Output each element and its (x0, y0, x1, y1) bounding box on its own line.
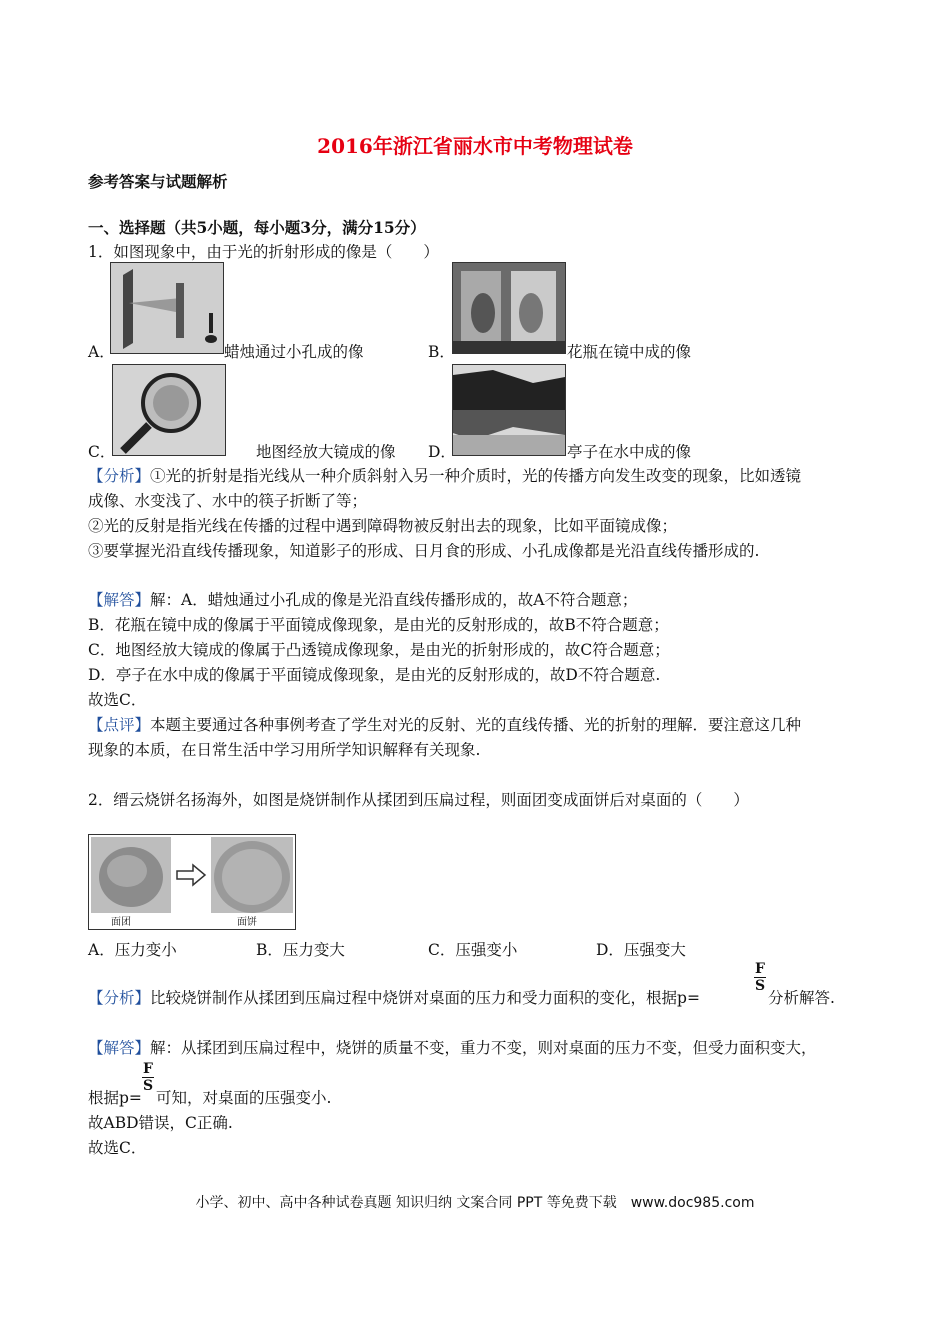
q2-analysis-end: 分析解答. (768, 989, 835, 1007)
analysis-tag: 【分析】 (88, 467, 151, 485)
q1-answer-line4: D．亭子在水中成的像属于平面镜成像现象，是由光的反射形成的，故D不符合题意. (88, 666, 661, 684)
q1-option-b-image (452, 262, 566, 354)
fraction-denominator: S (754, 978, 766, 994)
q2-answer-formula-pre: 根据p= (88, 1089, 142, 1107)
q1-analysis-line2: ②光的反射是指光线在传播的过程中遇到障碍物被反射出去的现象，比如平面镜成像； (88, 517, 678, 535)
q2-answer-formula-fraction (142, 1062, 154, 1093)
fraction-denominator: S (142, 1078, 154, 1094)
q1-option-d-text: 亭子在水中成的像 (567, 443, 692, 461)
q2-option-a: A．压力变小 (88, 941, 177, 959)
q1-option-c-letter: C． (88, 443, 116, 461)
q2-answer-formula-post: 可知，对桌面的压强变小. (156, 1089, 332, 1107)
q2-option-c: C．压强变小 (428, 941, 518, 959)
fraction-numerator: F (143, 1061, 153, 1077)
q2-figure-label-left: 面团 (111, 917, 131, 928)
q2-option-b: B．压力变大 (256, 941, 345, 959)
q1-comment-line1 (88, 715, 801, 735)
answer-tag: 【解答】 (88, 1039, 151, 1057)
q1-analysis-line1 (88, 466, 801, 486)
q2-analysis-formula-fraction (754, 962, 766, 993)
q2-answer-line4: 故选C． (88, 1139, 147, 1157)
q2-figure-label-right: 面饼 (237, 917, 257, 928)
comment-text: 本题主要通过各种事例考查了学生对光的反射、光的直线传播、光的折射的理解．要注意这几种 (150, 716, 802, 734)
q2-figure (88, 834, 296, 930)
q1-comment-line2: 现象的本质，在日常生活中学习用所学知识解释有关现象. (88, 741, 481, 759)
q1-answer-line5: 故选C． (88, 691, 147, 709)
q2-option-d: D．压强变大 (596, 941, 686, 959)
q2-stem: 2．缙云烧饼名扬海外，如图是烧饼制作从揉团到压扁过程，则面团变成面饼后对桌面的（ ） (88, 791, 749, 809)
q1-analysis-line3: ③要掌握光沿直线传播现象，知道影子的形成、日月食的形成、小孔成像都是光沿直线传播形成的. (88, 542, 760, 560)
q1-option-c-image (112, 364, 226, 456)
answer-tag: 【解答】 (88, 591, 151, 609)
q1-option-d-image (452, 364, 566, 456)
analysis-text: ①光的折射是指光线从一种介质斜射入另一种介质时，光的传播方向发生改变的现象，比如透镜 (150, 467, 802, 485)
q1-answer-line1 (88, 590, 637, 610)
q1-option-a-letter: A． (88, 343, 115, 361)
fraction-numerator: F (755, 961, 765, 977)
q1-option-b-text: 花瓶在镜中成的像 (567, 343, 692, 361)
analysis-tag: 【分析】 (88, 989, 151, 1007)
answer-text: 解：从揉团到压扁过程中，烧饼的质量不变，重力不变，则对桌面的压力不变，但受力面积变大， (150, 1039, 817, 1057)
q2-answer-line3: 故ABD错误，C正确. (88, 1114, 233, 1132)
answer-text: 解：A．蜡烛通过小孔成的像是光沿直线传播形成的，故A不符合题意； (150, 591, 638, 609)
subtitle: 参考答案与试题解析 (88, 172, 228, 191)
q2-answer-line1 (88, 1038, 817, 1058)
analysis-text: 比较烧饼制作从揉团到压扁过程中烧饼对桌面的压力和受力面积的变化，根据p= (150, 989, 700, 1007)
q1-option-b-letter: B． (428, 343, 455, 361)
q1-analysis-line1b: 成像、水变浅了、水中的筷子折断了等； (88, 492, 368, 510)
q1-answer-line3: C．地图经放大镜成的像属于凸透镜成像现象，是由光的折射形成的，故C符合题意； (88, 641, 670, 659)
q2-analysis-line (88, 988, 700, 1008)
page-footer: 小学、初中、高中各种试卷真题 知识归纳 文案合同 PPT 等免费下载 www.doc985.com (195, 1195, 755, 1211)
page-title: 2016年浙江省丽水市中考物理试卷 (317, 134, 633, 158)
q1-option-c-text: 地图经放大镜成的像 (256, 443, 396, 461)
q1-option-d-letter: D． (428, 443, 456, 461)
q1-stem: 1．如图现象中，由于光的折射形成的像是（ ） (88, 243, 439, 261)
comment-tag: 【点评】 (88, 716, 151, 734)
q1-option-a-image (110, 262, 224, 354)
q1-option-a-text: 蜡烛通过小孔成的像 (224, 343, 364, 361)
q1-answer-line2: B．花瓶在镜中成的像属于平面镜成像现象，是由光的反射形成的，故B不符合题意； (88, 616, 669, 634)
section-heading: 一、选择题（共5小题，每小题3分，满分15分） (88, 218, 426, 237)
